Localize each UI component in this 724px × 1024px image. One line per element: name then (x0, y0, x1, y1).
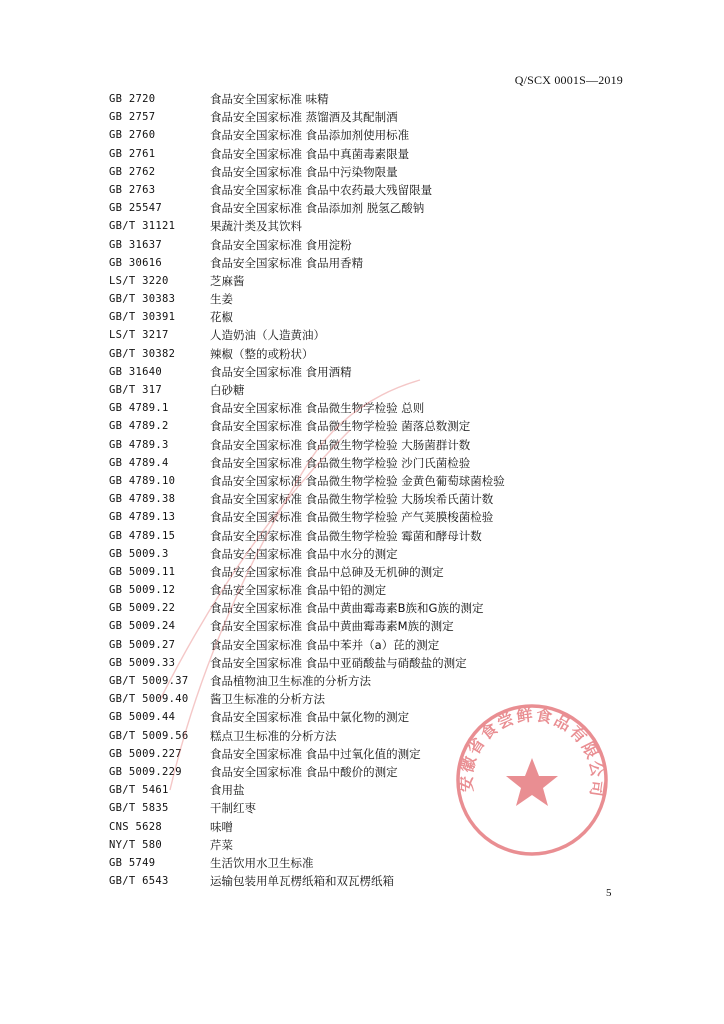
standard-title: 食品安全国家标准 食品中黄曲霉毒素B族和G族的测定 (210, 601, 484, 616)
standard-title: 辣椒（整的或粉状） (210, 346, 314, 361)
standard-code: NY/T 580 (109, 838, 162, 851)
standard-title: 酱卫生标准的分析方法 (210, 692, 325, 707)
standard-title: 食品安全国家标准 食用淀粉 (210, 237, 352, 252)
standard-code: GB 4789.4 (109, 456, 169, 469)
standard-title: 食品安全国家标准 食品中苯并（a）芘的测定 (210, 637, 440, 652)
reference-row (109, 108, 629, 126)
reference-row (109, 272, 629, 290)
standard-code: GB 4789.10 (109, 474, 176, 487)
standard-title: 食品安全国家标准 食品中污染物限量 (210, 164, 398, 179)
standard-title: 食品安全国家标准 食品中总砷及无机砷的测定 (210, 564, 444, 579)
reference-row (109, 326, 629, 344)
standard-code: GB 4789.13 (109, 511, 176, 524)
standard-title: 食品安全国家标准 蒸馏酒及其配制酒 (210, 110, 398, 125)
standard-code: GB/T 5835 (109, 802, 169, 815)
reference-row (109, 199, 629, 217)
standard-code: GB 4789.3 (109, 438, 169, 451)
reference-row (109, 290, 629, 308)
standard-title: 食品安全国家标准 食品微生物学检验 产气荚膜梭菌检验 (210, 510, 494, 525)
standard-title: 果蔬汁类及其饮料 (210, 219, 302, 234)
standard-code: LS/T 3217 (109, 329, 169, 342)
standard-code: GB 2760 (109, 129, 156, 142)
standard-title: 食品安全国家标准 食品中氯化物的测定 (210, 710, 410, 725)
standard-code: GB 5009.27 (109, 638, 176, 651)
standard-code: GB 2763 (109, 183, 156, 196)
document-code: Q/SCX 0001S—2019 (514, 73, 623, 87)
standard-code: GB 31640 (109, 365, 162, 378)
standard-code: CNS 5628 (109, 820, 162, 833)
standard-title: 芝麻酱 (210, 273, 245, 288)
standard-code: GB/T 5009.37 (109, 675, 189, 687)
standard-code: GB 5009.44 (109, 711, 176, 724)
standard-code: GB/T 5461 (109, 784, 169, 797)
standard-title: 芹菜 (210, 837, 233, 852)
standard-code: GB/T 30391 (109, 311, 176, 324)
standard-code: GB 5009.11 (109, 565, 176, 578)
standard-code: GB 2720 (109, 93, 156, 105)
reference-row (109, 126, 629, 144)
standard-title: 味噌 (210, 819, 233, 834)
standard-title: 食品安全国家标准 食品中黄曲霉毒素M族的测定 (210, 619, 454, 634)
reference-row (109, 872, 629, 890)
standard-code: GB 4789.2 (109, 420, 169, 433)
standard-code: GB/T 30382 (109, 347, 176, 360)
watermark-stamp (150, 370, 450, 800)
standard-code: GB 4789.1 (109, 402, 169, 415)
standard-title: 食品安全国家标准 食品中酸价的测定 (210, 764, 398, 779)
company-seal (452, 700, 612, 860)
reference-row (109, 236, 629, 254)
standard-title: 食品安全国家标准 食品中农药最大残留限量 (210, 182, 433, 197)
reference-row (109, 145, 629, 163)
standard-code: LS/T 3220 (109, 274, 169, 287)
standard-title: 花椒 (210, 310, 233, 325)
standard-code: GB 4789.38 (109, 493, 176, 506)
standard-title: 食品安全国家标准 食品微生物学检验 沙门氏菌检验 (210, 455, 471, 470)
standard-code: GB 5009.12 (109, 584, 176, 597)
standard-code: GB 4789.15 (109, 529, 176, 542)
standard-title: 白砂糖 (210, 383, 245, 397)
standard-code: GB 2761 (109, 147, 156, 160)
standard-code: GB 5009.3 (109, 547, 169, 560)
reference-row (109, 163, 629, 181)
standard-code: GB/T 31121 (109, 220, 176, 233)
standard-title: 食品安全国家标准 味精 (210, 92, 329, 106)
standard-title: 食品安全国家标准 食品微生物学检验 霉菌和酵母计数 (210, 528, 482, 543)
standard-code: GB 30616 (109, 256, 162, 269)
standard-code: GB 5009.229 (109, 765, 182, 778)
standard-title: 食品安全国家标准 食品中真菌毒素限量 (210, 146, 410, 161)
standard-code: GB 31637 (109, 238, 162, 251)
reference-row (109, 217, 629, 235)
standard-title: 食品安全国家标准 食品中铅的测定 (210, 583, 387, 598)
reference-row (109, 90, 629, 108)
standard-code: GB 5009.22 (109, 602, 176, 615)
standard-code: GB 5009.33 (109, 656, 176, 669)
standard-title: 食品安全国家标准 食品用香精 (210, 255, 364, 270)
standard-title: 食品安全国家标准 食品微生物学检验 大肠菌群计数 (210, 437, 471, 452)
standard-title: 生姜 (210, 292, 233, 307)
standard-title: 食品安全国家标准 食品中过氧化值的测定 (210, 746, 421, 761)
standard-code: GB 5009.227 (109, 747, 182, 760)
standard-title: 运输包装用单瓦楞纸箱和双瓦楞纸箱 (210, 874, 394, 889)
standard-title: 生活饮用水卫生标准 (210, 855, 314, 870)
standard-title: 食品安全国家标准 食品中水分的测定 (210, 546, 398, 561)
standard-code: GB 5749 (109, 856, 156, 869)
standard-code: GB/T 5009.40 (109, 693, 189, 706)
standard-title: 干制红枣 (210, 801, 256, 816)
standard-title: 食品植物油卫生标准的分析方法 (210, 674, 371, 688)
standard-title: 食品安全国家标准 食品微生物学检验 总则 (210, 401, 425, 416)
standard-code: GB/T 6543 (109, 875, 169, 888)
standard-code: GB 25547 (109, 202, 162, 215)
standard-code: GB/T 317 (109, 384, 162, 396)
standard-title: 食品安全国家标准 食用酒精 (210, 364, 352, 379)
reference-row (109, 345, 629, 363)
standard-code: GB/T 30383 (109, 293, 176, 306)
standard-title: 食品安全国家标准 食品中亚硝酸盐与硝酸盐的测定 (210, 655, 467, 670)
reference-row (109, 181, 629, 199)
standard-code: GB 2762 (109, 165, 156, 178)
page-number: 5 (606, 887, 612, 899)
standard-code: GB 2757 (109, 111, 156, 124)
seal-star-icon (506, 758, 558, 806)
standard-title: 食品安全国家标准 食品微生物学检验 金黄色葡萄球菌检验 (210, 473, 505, 488)
reference-row (109, 254, 629, 272)
standard-code: GB 5009.24 (109, 620, 176, 633)
reference-row (109, 308, 629, 326)
standard-title: 糕点卫生标准的分析方法 (210, 728, 337, 743)
standard-title: 食用盐 (210, 783, 245, 798)
standard-title: 食品安全国家标准 食品微生物学检验 大肠埃希氏菌计数 (210, 492, 494, 507)
standard-title: 食品安全国家标准 食品添加剂使用标准 (210, 128, 410, 143)
standard-title: 食品安全国家标准 食品添加剂 脱氢乙酸钠 (210, 201, 425, 216)
standard-title: 食品安全国家标准 食品微生物学检验 菌落总数测定 (210, 419, 471, 434)
standard-title: 人造奶油（人造黄油） (210, 328, 325, 343)
standard-code: GB/T 5009.56 (109, 729, 189, 742)
seal-text: 安徽省食尝鲜食品有限公司 (456, 705, 608, 800)
